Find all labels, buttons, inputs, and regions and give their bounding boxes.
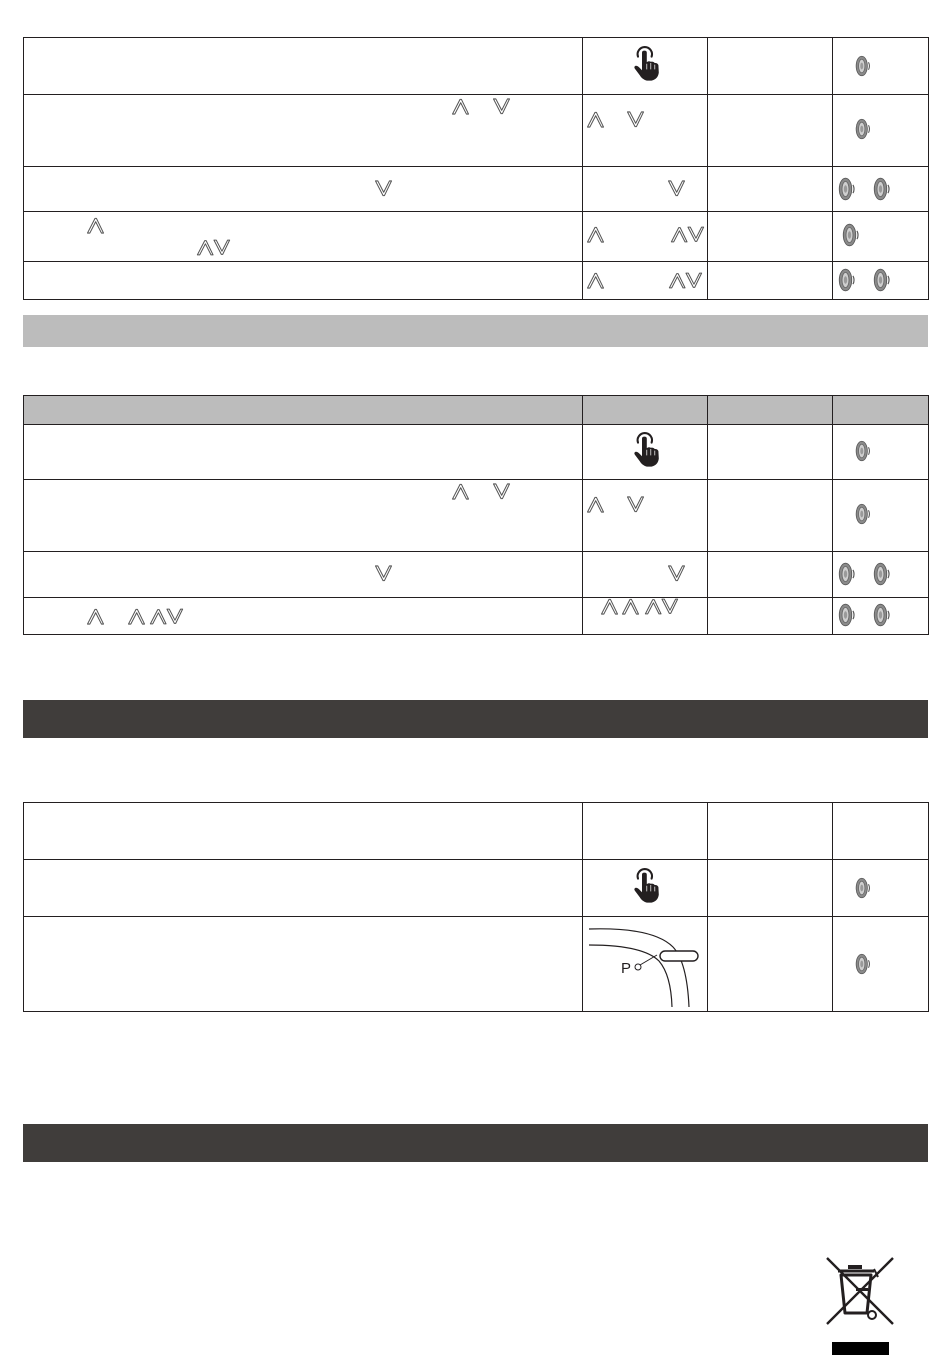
action-cell	[583, 262, 708, 300]
receiver-p-button-diagram	[583, 917, 707, 1011]
down-arrow-icon	[492, 483, 511, 500]
up-arrow-icon	[621, 598, 640, 615]
speaker-icon	[838, 601, 858, 629]
beep-cell	[833, 598, 929, 635]
beep-cell	[833, 167, 929, 212]
header-cell	[24, 396, 583, 425]
display-cell	[708, 262, 833, 300]
display-cell	[708, 95, 833, 167]
description-cell	[24, 917, 583, 1012]
speaker-icon	[842, 221, 862, 249]
action-cell	[583, 917, 708, 1012]
speaker-icon	[838, 266, 858, 294]
table-row	[24, 95, 929, 167]
speaker-icon	[855, 116, 873, 142]
header-cell	[833, 396, 929, 425]
section-header-bar	[23, 1124, 928, 1162]
up-arrow-icon	[600, 598, 619, 615]
description-cell	[24, 803, 583, 860]
header-cell	[583, 396, 708, 425]
down-arrow-icon	[626, 111, 645, 128]
description-cell	[24, 262, 583, 300]
section-header-bar	[23, 315, 928, 347]
up-down-arrows-icon	[668, 272, 703, 289]
up-arrow-icon	[86, 608, 105, 625]
description-cell	[24, 598, 583, 635]
speaker-icon	[855, 438, 873, 464]
down-arrow-icon	[374, 565, 393, 582]
up-down-arrows-icon	[149, 608, 184, 625]
beep-cell	[833, 480, 929, 552]
display-cell	[708, 425, 833, 480]
action-cell	[583, 425, 708, 480]
beep-cell	[833, 803, 929, 860]
action-cell	[583, 212, 708, 262]
table-row	[24, 480, 929, 552]
action-cell	[583, 803, 708, 860]
table-row	[24, 860, 929, 917]
hand-press-icon	[630, 865, 662, 905]
speaker-icon	[873, 175, 893, 203]
up-down-arrows-icon	[670, 226, 705, 243]
beep-cell	[833, 425, 929, 480]
speaker-icon	[838, 560, 858, 588]
beep-cell	[833, 860, 929, 917]
down-arrow-icon	[667, 565, 686, 582]
action-cell	[583, 598, 708, 635]
speaker-icon	[873, 560, 893, 588]
beep-cell	[833, 212, 929, 262]
up-arrow-icon	[586, 496, 605, 513]
speaker-icon	[838, 175, 858, 203]
table-row	[24, 552, 929, 598]
up-down-arrows-icon	[644, 598, 679, 615]
speaker-icon	[855, 53, 873, 79]
speaker-icon	[855, 875, 873, 901]
beep-cell	[833, 95, 929, 167]
up-arrow-icon	[127, 608, 146, 625]
display-cell	[708, 552, 833, 598]
up-arrow-icon	[586, 226, 605, 243]
up-arrow-icon	[86, 217, 105, 234]
down-arrow-icon	[626, 496, 645, 513]
description-cell	[24, 212, 583, 262]
down-arrow-icon	[374, 180, 393, 197]
action-cell	[583, 38, 708, 95]
description-cell	[24, 425, 583, 480]
description-cell	[24, 552, 583, 598]
display-cell	[708, 212, 833, 262]
down-arrow-icon	[667, 180, 686, 197]
function-table-2	[23, 395, 929, 635]
section-header-bar	[23, 700, 928, 738]
table-row	[24, 212, 929, 262]
description-cell	[24, 95, 583, 167]
action-cell	[583, 167, 708, 212]
up-down-arrows-icon	[196, 239, 231, 256]
table-row	[24, 598, 929, 635]
speaker-icon	[873, 601, 893, 629]
description-cell	[24, 167, 583, 212]
speaker-icon	[855, 951, 873, 977]
beep-cell	[833, 552, 929, 598]
header-cell	[708, 396, 833, 425]
action-cell	[583, 860, 708, 917]
beep-cell	[833, 262, 929, 300]
action-cell	[583, 480, 708, 552]
display-cell	[708, 38, 833, 95]
beep-cell	[833, 38, 929, 95]
p-button-label: P	[621, 960, 632, 977]
description-cell	[24, 38, 583, 95]
hand-press-icon	[630, 43, 662, 83]
up-arrow-icon	[586, 272, 605, 289]
up-arrow-icon	[586, 111, 605, 128]
description-cell	[24, 860, 583, 917]
up-arrow-icon	[451, 483, 470, 500]
table-row	[24, 917, 929, 1012]
table-row	[24, 425, 929, 480]
display-cell	[708, 803, 833, 860]
description-cell	[24, 480, 583, 552]
table-row	[24, 262, 929, 300]
crossed-out-wheelie-bin-icon	[822, 1255, 898, 1359]
table-header-row	[24, 396, 929, 425]
display-cell	[708, 917, 833, 1012]
table-row	[24, 803, 929, 860]
beep-cell	[833, 917, 929, 1012]
speaker-icon	[855, 501, 873, 527]
hand-press-icon	[630, 429, 662, 469]
function-table-1	[23, 37, 929, 300]
action-cell	[583, 95, 708, 167]
down-arrow-icon	[492, 98, 511, 115]
table-row	[24, 38, 929, 95]
action-cell	[583, 552, 708, 598]
speaker-icon	[873, 266, 893, 294]
display-cell	[708, 480, 833, 552]
table-row	[24, 167, 929, 212]
display-cell	[708, 167, 833, 212]
display-cell	[708, 598, 833, 635]
display-cell	[708, 860, 833, 917]
function-table-3	[23, 802, 929, 1012]
up-arrow-icon	[451, 98, 470, 115]
